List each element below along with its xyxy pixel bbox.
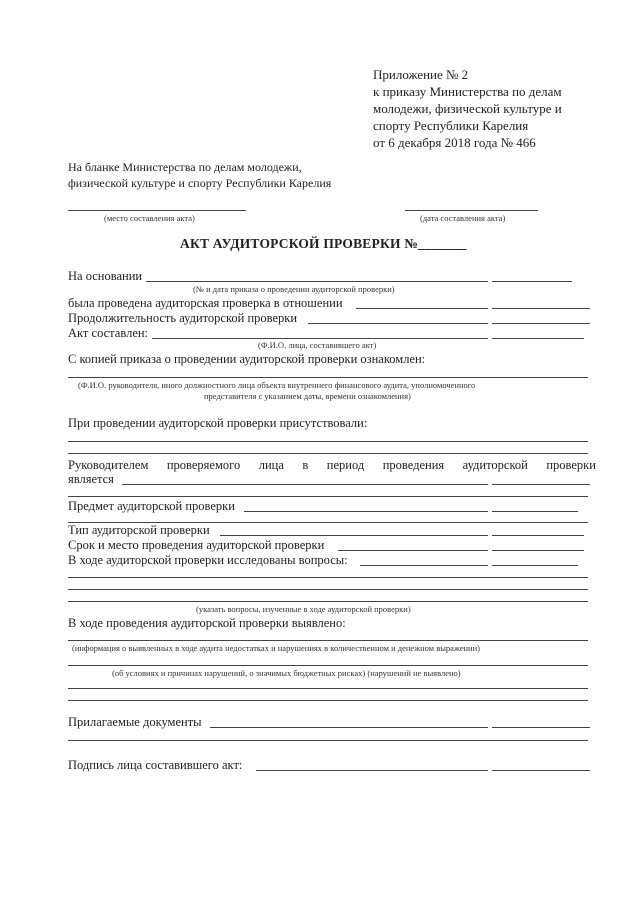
basis-caption: (№ и дата приказа о проведении аудиторской проверки): [193, 284, 395, 294]
head-word: аудиторской: [462, 458, 528, 472]
type-label: Тип аудиторской проверки: [68, 523, 210, 537]
place-caption: (место составления акта): [104, 213, 195, 223]
head-word: лица: [258, 458, 284, 472]
head-is-label: является: [68, 472, 114, 486]
subject-line: [244, 511, 488, 512]
blank-line-1: На бланке Министерства по делам молодежи,: [68, 160, 302, 174]
type-line-2: [492, 535, 584, 536]
head-statement: [68, 458, 596, 473]
docs-label: Прилагаемые документы: [68, 715, 202, 729]
basis-label: На основании: [68, 269, 143, 283]
document-title: АКТ АУДИТОРСКОЙ ПРОВЕРКИ №_______: [180, 236, 467, 251]
docs-line-3: [68, 740, 588, 741]
duration-label: Продолжительность аудиторской проверки: [68, 311, 298, 325]
compiled-label: Акт составлен:: [68, 326, 149, 340]
head-line-2: [492, 484, 590, 485]
present-line-1: [68, 441, 588, 442]
date-line: [405, 210, 538, 211]
revealed-caption-2: (об условиях и причинах нарушений, о значимых бюджетных рисках) (нарушений не выявлено): [112, 668, 461, 678]
docs-line: [210, 727, 488, 728]
head-word: проведения: [382, 458, 445, 472]
appendix-date-line: от 6 декабря 2018 года № 466: [373, 135, 536, 150]
signature-line-2: [492, 770, 590, 771]
head-word: период: [326, 458, 365, 472]
signature-line: [256, 770, 488, 771]
copy-caption-2: представителя с указанием даты, времени ознакомления): [204, 391, 411, 401]
head-word: проверки: [546, 458, 596, 472]
blank-line-2: физической культуре и спорту Республики Карелия: [68, 176, 332, 190]
conducted-label: была проведена аудиторская проверка в отношении: [68, 296, 343, 310]
head-word: проверяемого: [166, 458, 241, 472]
duration-line: [308, 323, 488, 324]
place-line: [68, 210, 246, 211]
revealed-caption-1: (информация о выявленных в ходе аудита недостатках и нарушениях в количественном и денежном выражении): [72, 643, 480, 653]
present-line-2: [68, 453, 588, 454]
term-line: [338, 550, 488, 551]
compiled-line-2: [492, 338, 584, 339]
revealed-line-2: [68, 665, 588, 666]
revealed-line-4: [68, 700, 588, 701]
type-line: [220, 535, 488, 536]
signature-label: Подпись лица составившего акт:: [68, 758, 243, 772]
questions-line-2: [492, 565, 578, 566]
subject-line-2: [492, 511, 578, 512]
basis-line: [146, 281, 488, 282]
head-line-3: [68, 496, 588, 497]
questions-label: В ходе аудиторской проверки исследованы вопросы:: [68, 553, 348, 567]
compiled-line: [152, 338, 488, 339]
questions-caption: (указать вопросы, изученные в ходе аудиторской проверки): [196, 604, 411, 614]
conducted-line: [356, 308, 488, 309]
term-line-2: [492, 550, 584, 551]
revealed-line-1: [68, 640, 588, 641]
revealed-line-3: [68, 688, 588, 689]
copy-line: [68, 377, 588, 378]
appendix-order-line: к приказу Министерства по делам: [373, 84, 562, 99]
docs-line-2: [492, 727, 590, 728]
conducted-line-2: [492, 308, 590, 309]
date-caption: (дата составления акта): [420, 213, 506, 223]
duration-line-2: [492, 323, 590, 324]
present-label: При проведении аудиторской проверки присутствовали:: [68, 416, 368, 430]
copy-caption-1: (Ф.И.О. руководителя, иного должностного лица объекта внутреннего финансового аудита, уполномоченного: [78, 380, 476, 390]
head-word: Руководителем: [68, 458, 149, 472]
questions-line-5: [68, 601, 588, 602]
appendix-republic-line: спорту Республики Карелия: [373, 118, 529, 133]
subject-label: Предмет аудиторской проверки: [68, 499, 235, 513]
head-line: [122, 484, 488, 485]
revealed-label: В ходе проведения аудиторской проверки выявлено:: [68, 616, 346, 630]
term-label: Срок и место проведения аудиторской проверки: [68, 538, 325, 552]
questions-line-3: [68, 577, 588, 578]
head-word: в: [302, 458, 309, 472]
compiled-caption: (Ф.И.О. лица, составившего акт): [258, 340, 377, 350]
copy-label: С копией приказа о проведении аудиторской проверки ознакомлен:: [68, 352, 426, 366]
appendix-number: Приложение № 2: [373, 67, 469, 82]
basis-line-2: [492, 281, 572, 282]
appendix-ministry-line: молодежи, физической культуре и: [373, 101, 562, 116]
questions-line: [360, 565, 488, 566]
questions-line-4: [68, 589, 588, 590]
